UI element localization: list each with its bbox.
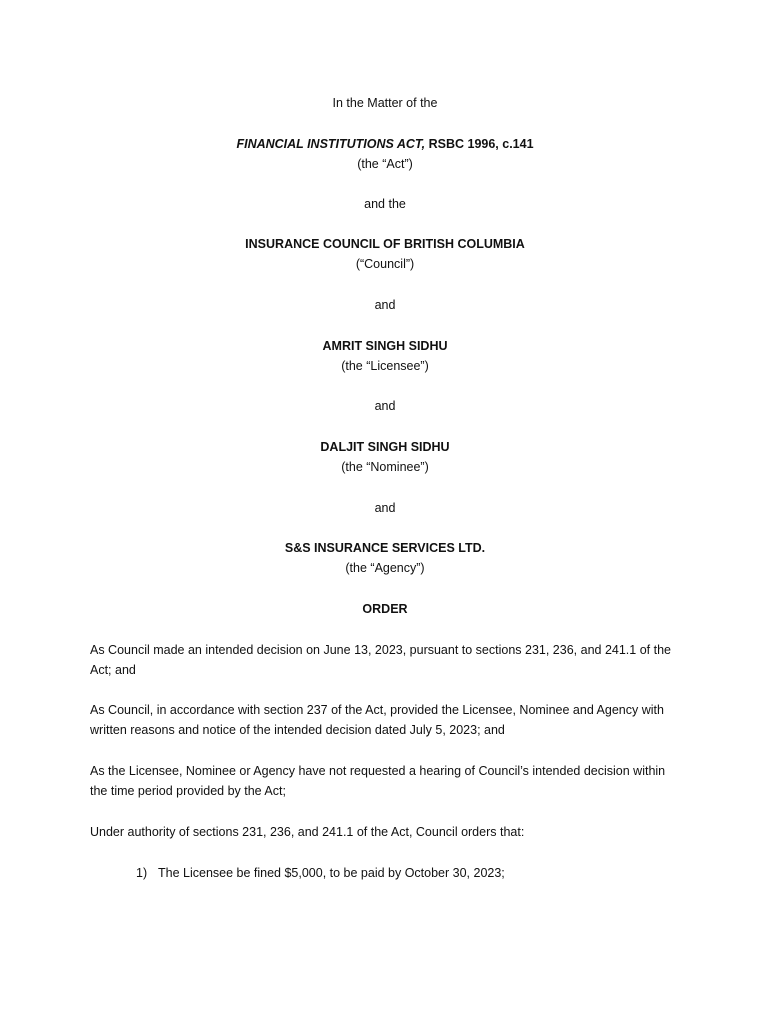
order-title bbox=[0, 599, 770, 619]
recital-2-line-1: As Council, in accordance with section 237 of the Act, provided the Licensee, Nominee and Agency with bbox=[90, 703, 664, 717]
matter-intro bbox=[0, 93, 770, 113]
nominee-short-name: (the “Nominee”) bbox=[341, 460, 429, 474]
agency-party bbox=[0, 538, 770, 578]
recital-intended-decision bbox=[90, 640, 690, 680]
act-heading bbox=[0, 134, 770, 174]
and-connector-1 bbox=[0, 295, 770, 315]
act-citation: RSBC 1996, c.141 bbox=[425, 137, 534, 151]
and-text-3: and bbox=[374, 501, 396, 515]
agency-short-name: (the “Agency”) bbox=[345, 561, 425, 575]
recital-no-hearing bbox=[90, 761, 690, 801]
and-the-text: and the bbox=[364, 197, 406, 211]
order-list-item bbox=[136, 863, 696, 883]
authority-text: Under authority of sections 231, 236, and 241.1 of the Act, Council orders that: bbox=[90, 825, 525, 839]
recital-written-reasons bbox=[90, 700, 690, 740]
act-title bbox=[0, 134, 770, 154]
recital-1-line-2: Act; and bbox=[90, 663, 136, 677]
order-item-number: 1) bbox=[136, 866, 148, 880]
agency-name: S&S INSURANCE SERVICES LTD. bbox=[284, 541, 486, 555]
council-short-name: (“Council”) bbox=[355, 257, 415, 271]
matter-intro-text: In the Matter of the bbox=[332, 96, 438, 110]
order-title-text: ORDER bbox=[362, 602, 408, 616]
act-title-italic: FINANCIAL INSTITUTIONS ACT, bbox=[236, 137, 426, 151]
recital-3-line-1: As the Licensee, Nominee or Agency have not requested a hearing of Council’s intended decision within bbox=[90, 764, 666, 778]
licensee-name: AMRIT SINGH SIDHU bbox=[322, 339, 448, 353]
nominee-party bbox=[0, 437, 770, 477]
recital-2-line-2: written reasons and notice of the intended decision dated July 5, 2023; and bbox=[90, 723, 505, 737]
and-connector-3 bbox=[0, 498, 770, 518]
recital-1-line-1: As Council made an intended decision on June 13, 2023, pursuant to sections 231, 236, and 241.1 of the bbox=[90, 643, 671, 657]
authority-statement bbox=[90, 822, 690, 842]
and-text-2: and bbox=[374, 399, 396, 413]
recital-3-line-2: the time period provided by the Act; bbox=[90, 784, 286, 798]
council-name: INSURANCE COUNCIL OF BRITISH COLUMBIA bbox=[245, 237, 525, 251]
licensee-party bbox=[0, 336, 770, 376]
licensee-short-name: (the “Licensee”) bbox=[341, 359, 429, 373]
order-item-text: The Licensee be fined $5,000, to be paid by October 30, 2023; bbox=[158, 866, 505, 880]
and-the-connector bbox=[0, 194, 770, 214]
council-party bbox=[0, 234, 770, 274]
and-connector-2 bbox=[0, 396, 770, 416]
act-short-name: (the “Act”) bbox=[357, 157, 413, 171]
and-text-1: and bbox=[374, 298, 396, 312]
nominee-name: DALJIT SINGH SIDHU bbox=[320, 440, 450, 454]
